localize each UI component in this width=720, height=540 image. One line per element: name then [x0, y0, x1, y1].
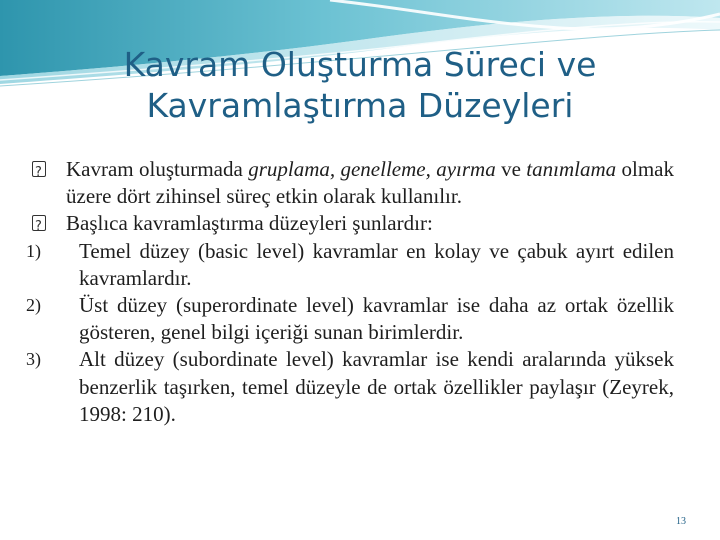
numbered-item [26, 238, 674, 292]
slide-title [40, 44, 680, 126]
slide-body [26, 156, 674, 428]
missing-glyph-bullet-icon [32, 161, 46, 177]
bullet-text: Başlıca kavramlaştırma düzeyleri şunlardır: [66, 211, 433, 236]
number-marker: 1) [26, 240, 41, 261]
missing-glyph-bullet-icon [32, 215, 46, 231]
bullet-text: Kavram oluşturmada gruplama, genelleme, ayırma ve tanımlama olmak üzere dört zihinsel süreç etkin olarak kullanılır. [66, 157, 674, 209]
bullet-item [26, 156, 674, 210]
numbered-text: Alt düzey (subordinate level) kavramlar ise kendi aralarında yüksek benzerlik taşırken, temel düzeyle de ortak özellikler paylaşır (Zeyrek, 1998: 210). [79, 347, 674, 426]
bullet-item [26, 210, 674, 237]
numbered-text: Üst düzey (superordinate level) kavramlar ise daha az ortak özellik gösteren, genel bilgi içeriği sunan birimlerdir. [79, 293, 674, 345]
numbered-item [26, 292, 674, 346]
numbered-item [26, 346, 674, 428]
title-line-1: Kavram Oluşturma Süreci ve [123, 45, 597, 84]
page-number: 13 [676, 516, 686, 527]
title-line-2: Kavramlaştırma Düzeyleri [146, 86, 574, 125]
number-marker: 3) [26, 349, 41, 370]
numbered-text: Temel düzey (basic level) kavramlar en kolay ve çabuk ayırt edilen kavramlardır. [79, 238, 674, 290]
number-marker: 2) [26, 295, 41, 316]
